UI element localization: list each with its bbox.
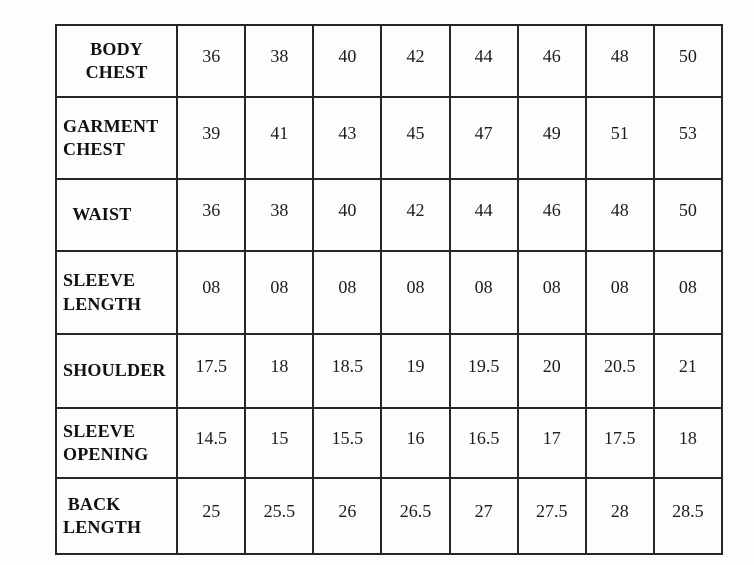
size-value-cell: 19: [381, 334, 449, 408]
size-value-cell: 38: [245, 25, 313, 97]
size-value-cell: 08: [381, 251, 449, 334]
measurement-label-line: WAIST: [63, 204, 132, 225]
size-value-cell: 50: [654, 25, 722, 97]
size-value-cell: 19.5: [450, 334, 518, 408]
size-value-cell: 14.5: [177, 408, 245, 478]
table-row: [56, 408, 722, 478]
measurement-label: [56, 334, 177, 408]
size-value-cell: 40: [313, 25, 381, 97]
size-value-cell: 46: [518, 179, 586, 251]
size-value-cell: 28: [586, 478, 654, 554]
size-value-cell: 27: [450, 478, 518, 554]
measurement-label: [56, 251, 177, 334]
measurement-label: [56, 97, 177, 179]
size-value-cell: 28.5: [654, 478, 722, 554]
size-value-cell: 08: [654, 251, 722, 334]
measurement-label-line: BODY: [90, 38, 143, 59]
size-value-cell: 15: [245, 408, 313, 478]
measurement-label: [56, 25, 177, 97]
size-value-cell: 21: [654, 334, 722, 408]
size-chart-table: [55, 24, 723, 555]
measurement-label-line: SHOULDER: [63, 360, 166, 381]
size-value-cell: 08: [245, 251, 313, 334]
size-value-cell: 08: [450, 251, 518, 334]
table-row: [56, 251, 722, 334]
measurement-label-line: CHEST: [85, 62, 148, 82]
size-value-cell: 36: [177, 179, 245, 251]
measurement-label-line: SLEEVE: [63, 420, 136, 441]
measurement-label: [56, 478, 177, 554]
size-value-cell: 18: [245, 334, 313, 408]
size-value-cell: 44: [450, 25, 518, 97]
measurement-label: [56, 179, 177, 251]
size-value-cell: 40: [313, 179, 381, 251]
size-value-cell: 08: [177, 251, 245, 334]
size-value-cell: 20.5: [586, 334, 654, 408]
size-value-cell: 50: [654, 179, 722, 251]
table-row: [56, 478, 722, 554]
size-value-cell: 39: [177, 97, 245, 179]
size-value-cell: 26: [313, 478, 381, 554]
measurement-label-line: CHEST: [63, 139, 126, 159]
measurement-label: [56, 408, 177, 478]
table-row: [56, 334, 722, 408]
size-value-cell: 48: [586, 25, 654, 97]
size-value-cell: 51: [586, 97, 654, 179]
table-row: [56, 179, 722, 251]
size-value-cell: 27.5: [518, 478, 586, 554]
size-value-cell: 49: [518, 97, 586, 179]
size-value-cell: 20: [518, 334, 586, 408]
measurement-label-line: LENGTH: [63, 517, 142, 537]
size-value-cell: 17.5: [177, 334, 245, 408]
size-value-cell: 25: [177, 478, 245, 554]
size-value-cell: 42: [381, 179, 449, 251]
size-value-cell: 17.5: [586, 408, 654, 478]
size-value-cell: 16.5: [450, 408, 518, 478]
size-value-cell: 17: [518, 408, 586, 478]
table-row: [56, 25, 722, 97]
size-value-cell: 26.5: [381, 478, 449, 554]
size-value-cell: 42: [381, 25, 449, 97]
size-value-cell: 18: [654, 408, 722, 478]
measurement-label-line: GARMENT: [63, 115, 159, 136]
size-value-cell: 08: [586, 251, 654, 334]
measurement-label-line: SLEEVE: [63, 270, 136, 291]
size-value-cell: 08: [518, 251, 586, 334]
size-chart-rows: [56, 25, 722, 554]
size-value-cell: 18.5: [313, 334, 381, 408]
measurement-label-line: LENGTH: [63, 293, 142, 314]
size-value-cell: 45: [381, 97, 449, 179]
size-value-cell: 48: [586, 179, 654, 251]
size-value-cell: 38: [245, 179, 313, 251]
size-value-cell: 15.5: [313, 408, 381, 478]
size-value-cell: 25.5: [245, 478, 313, 554]
size-value-cell: 46: [518, 25, 586, 97]
size-value-cell: 41: [245, 97, 313, 179]
size-value-cell: 16: [381, 408, 449, 478]
measurement-label-line: BACK: [63, 493, 121, 514]
size-value-cell: 08: [313, 251, 381, 334]
table-row: [56, 97, 722, 179]
measurement-label-line: OPENING: [63, 444, 149, 464]
size-value-cell: 53: [654, 97, 722, 179]
size-value-cell: 36: [177, 25, 245, 97]
size-value-cell: 43: [313, 97, 381, 179]
size-value-cell: 47: [450, 97, 518, 179]
size-value-cell: 44: [450, 179, 518, 251]
